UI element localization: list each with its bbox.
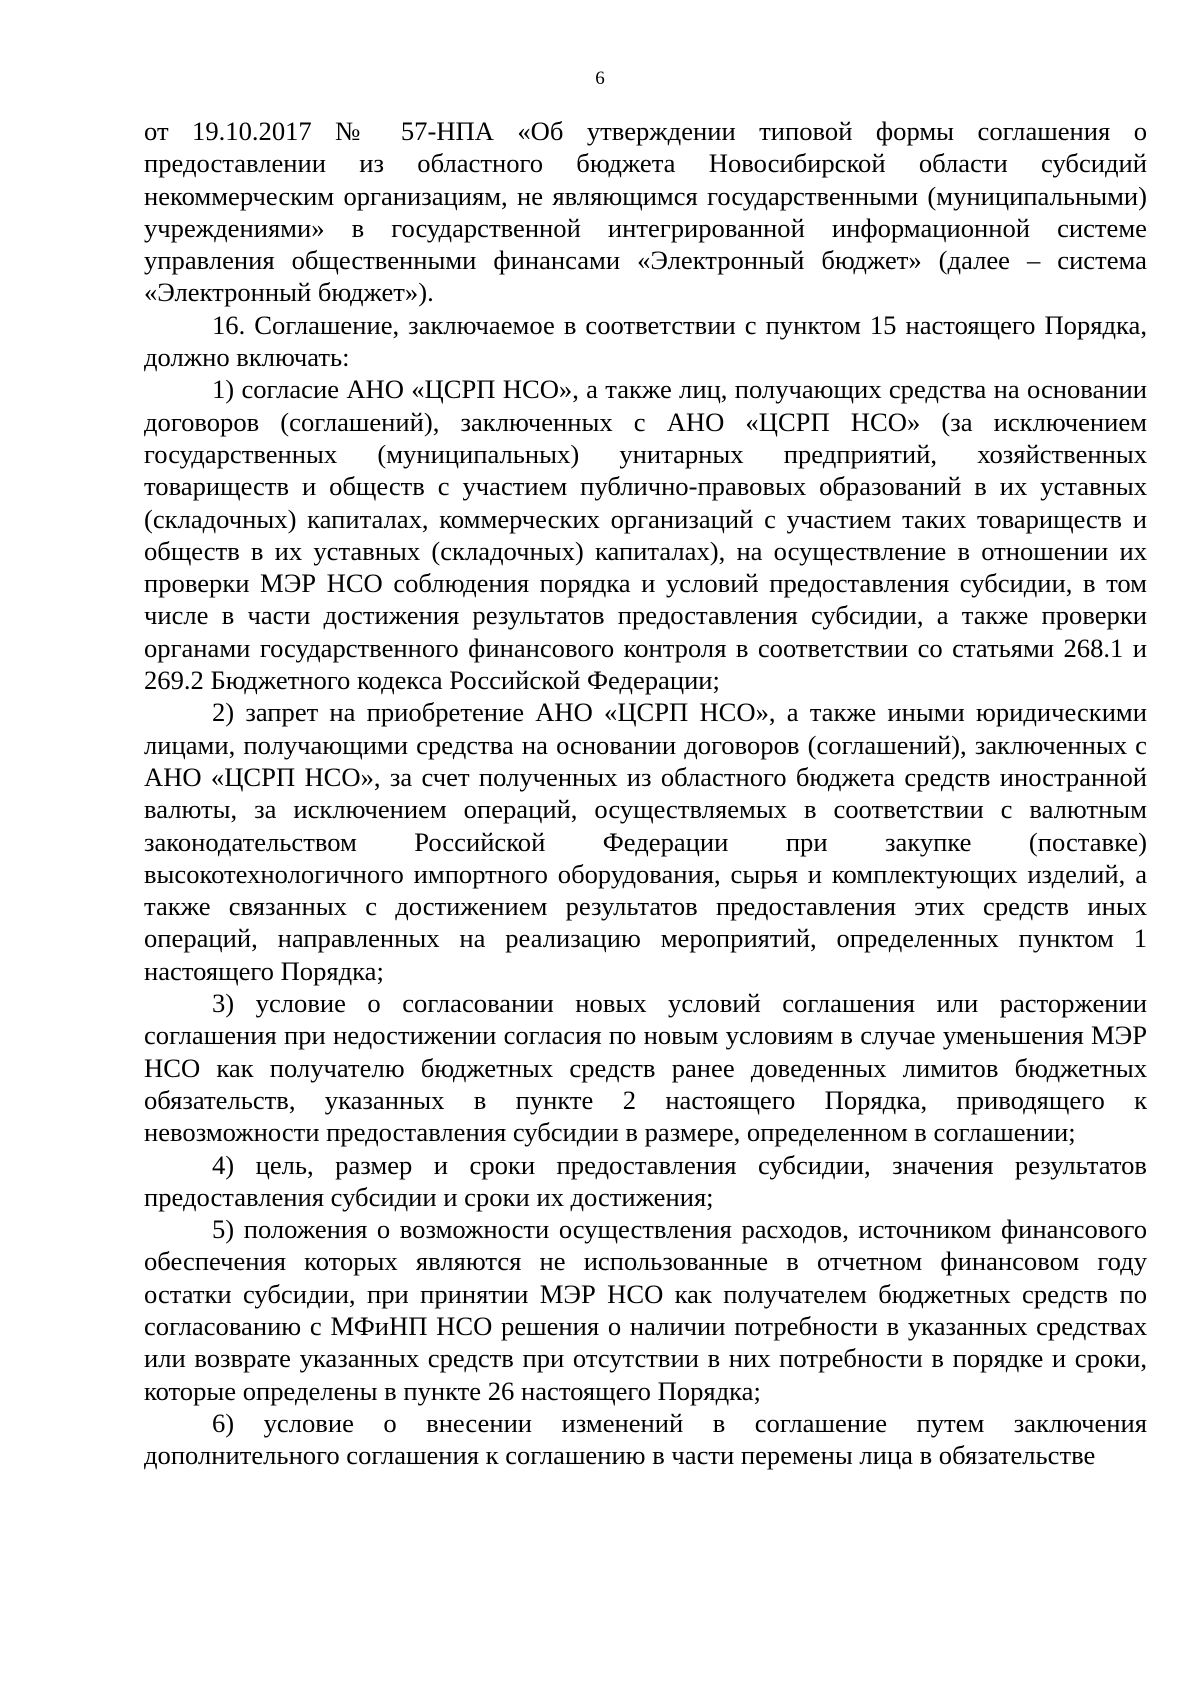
paragraph-subitem-2: 2) запрет на приобретение АНО «ЦСРП НСО», а также иными юридическими лицами, получающими средства на основании договоров (соглашений), заключенных с АНО «ЦСРП НСО», за счет полученных из областного бюджета средств иностранной валюты, за исключением операций, осуществляемых в соответствии с валютным законодательством Российской Федерации при закупке (поставке) высокотехнологичного импортного оборудования, сырья и комплектующих изделий, а также связанных с достижением результатов предоставления этих средств иных операций, направленных на реализацию мероприятий, определенных пунктом 1 настоящего Порядка; xyxy=(144,697,1147,986)
paragraph-subitem-6: 6) условие о внесении изменений в соглашение путем заключения дополнительного соглашения к соглашению в части перемены лица в обязательстве xyxy=(144,1407,1147,1471)
paragraph-subitem-1: 1) согласие АНО «ЦСРП НСО», а также лиц, получающих средства на основании договоров (соглашений), заключенных с АНО «ЦСРП НСО» (за исключением государственных (муниципальных) унитарных предприятий, хозяйственных товариществ и обществ с участием публично-правовых образований в их уставных (складочных) капиталах, коммерческих организаций с участием таких товариществ и обществ в их уставных (складочных) капиталах), на осуществление в отношении их проверки МЭР НСО соблюдения порядка и условий предоставления субсидии, в том числе в части достижения результатов предоставления субсидии, а также проверки органами государственного финансового контроля в соответствии со статьями 268.1 и 269.2 Бюджетного кодекса Российской Федерации; xyxy=(144,374,1147,696)
paragraph-continuation: от 19.10.2017 № 57-НПА «Об утверждении типовой формы соглашения о предоставлении из областного бюджета Новосибирской области субсидий некоммерческим организациям, не являющимся государственными (муниципальными) учреждениями» в государственной интегрированной информационной системе управления общественными финансами «Электронный бюджет» (далее – система «Электронный бюджет»). xyxy=(144,116,1147,308)
page-number: 6 xyxy=(595,68,605,89)
paragraph-subitem-3: 3) условие о согласовании новых условий соглашения или расторжении соглашения при недостижении согласия по новым условиям в случае уменьшения МЭР НСО как получателю бюджетных средств ранее доведенных лимитов бюджетных обязательств, указанных в пункте 2 настоящего Порядка, приводящего к невозможности предоставления субсидии в размере, определенном в соглашении; xyxy=(144,988,1147,1148)
document-body xyxy=(144,115,1147,1471)
paragraph-subitem-4: 4) цель, размер и сроки предоставления субсидии, значения результатов предоставления субсидии и сроки их достижения; xyxy=(144,1149,1147,1212)
paragraph-item-16: 16. Соглашение, заключаемое в соответствии с пунктом 15 настоящего Порядка, должно включать: xyxy=(144,309,1147,373)
paragraph-subitem-5: 5) положения о возможности осуществления расходов, источником финансового обеспечения которых являются не использованные в отчетном финансовом году остатки субсидии, при принятии МЭР НСО как получателем бюджетных средств по согласованию с МФиНП НСО решения о наличии потребности в указанных средствах или возврате указанных средств при отсутствии в них потребности в порядке и сроки, которые определены в пункте 26 настоящего Порядка; xyxy=(144,1214,1147,1406)
